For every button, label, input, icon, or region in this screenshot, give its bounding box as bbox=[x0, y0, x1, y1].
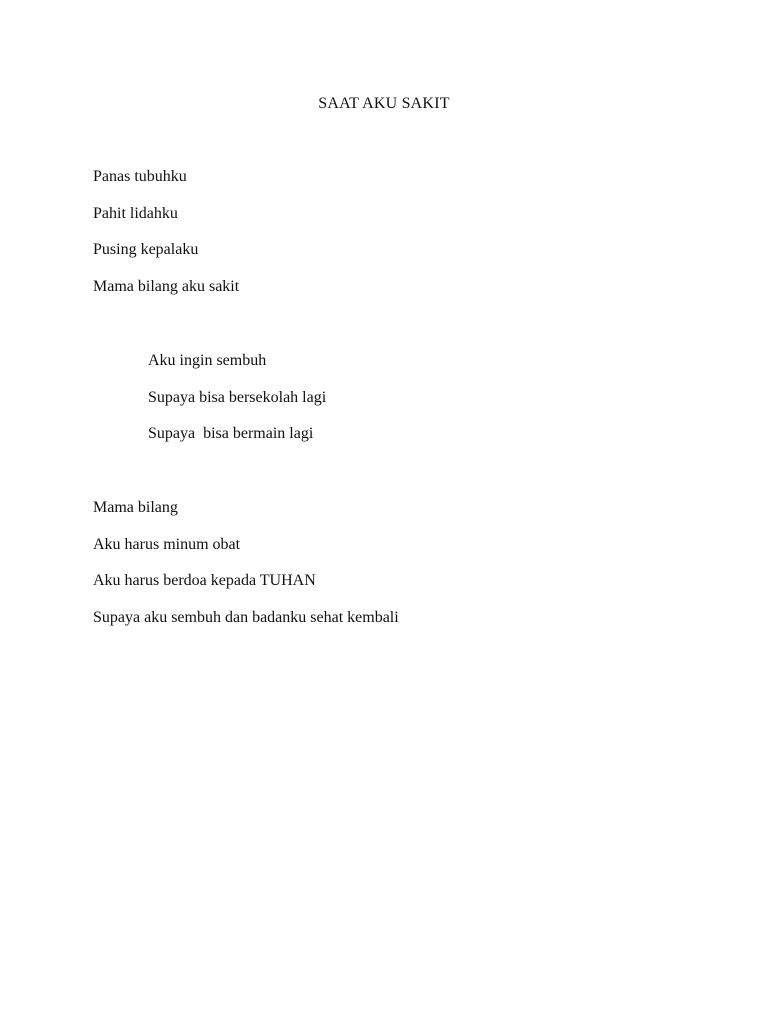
poem-line: Aku harus berdoa kepada TUHAN bbox=[93, 572, 316, 590]
stanza-3 bbox=[93, 498, 399, 645]
poem-line: Aku harus minum obat bbox=[93, 535, 241, 553]
poem-line: Aku ingin sembuh bbox=[148, 352, 267, 369]
poem-line: Mama bilang bbox=[93, 499, 178, 516]
poem-line: Mama bilang aku sakit bbox=[93, 278, 240, 296]
poem-line: Panas tubuhku bbox=[93, 168, 187, 185]
poem-line: Pusing kepalaku bbox=[93, 241, 199, 259]
poem-line: Supaya bisa bersekolah lagi bbox=[148, 388, 327, 406]
poem-line: Supaya aku sembuh dan badanku sehat kembali bbox=[93, 609, 399, 627]
poem-line: Pahit lidahku bbox=[93, 204, 178, 222]
stanza-2 bbox=[148, 351, 326, 461]
stanza-1 bbox=[93, 167, 239, 314]
poem-line: Supaya bisa bermain lagi bbox=[148, 425, 314, 443]
poem-title: SAAT AKU SAKIT bbox=[318, 95, 450, 112]
